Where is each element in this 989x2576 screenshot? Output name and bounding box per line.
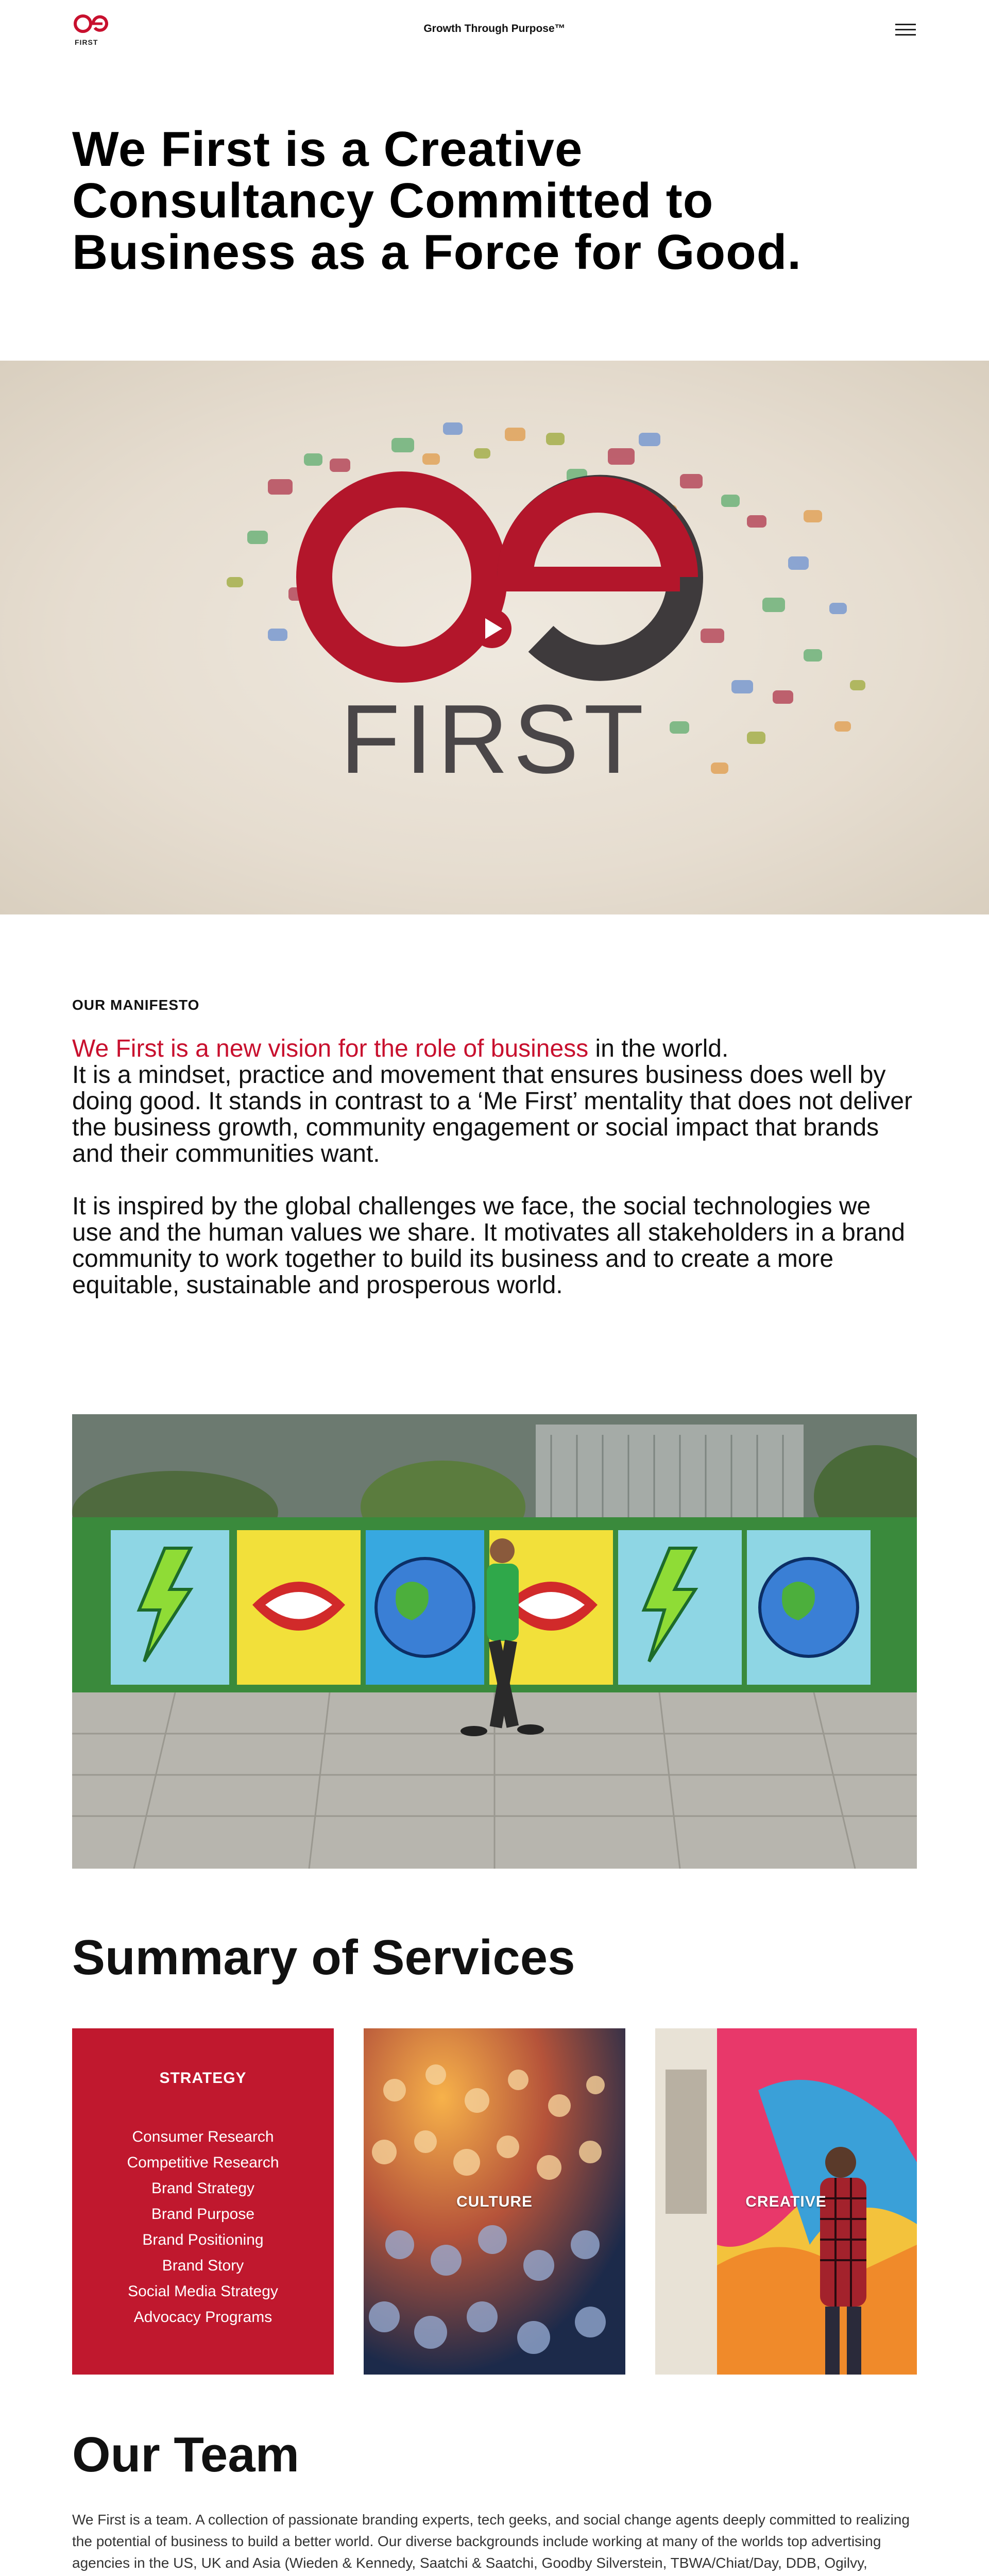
- manifesto-body: [72, 1036, 917, 1325]
- strategy-item: Brand Strategy: [151, 2180, 255, 2197]
- strategy-item: Advocacy Programs: [133, 2309, 272, 2326]
- team-body: [72, 2509, 917, 2576]
- manifesto-p1-rest: in the world.: [588, 1035, 729, 1062]
- creative-label: CREATIVE: [745, 2193, 827, 2210]
- strategy-title: STRATEGY: [159, 2070, 247, 2087]
- services-title: Summary of Services: [72, 1930, 575, 1985]
- strategy-item: Brand Story: [162, 2257, 244, 2274]
- site-tagline: Growth Through Purpose™: [423, 23, 566, 35]
- mural-photo: [72, 1414, 917, 1869]
- strategy-item: Brand Positioning: [142, 2231, 264, 2248]
- strategy-card[interactable]: [72, 2028, 334, 2375]
- creative-card[interactable]: [655, 2028, 917, 2375]
- manifesto-highlight: We First is a new vision for the role of business: [72, 1035, 589, 1062]
- manifesto-paragraph-2: It is inspired by the global challenges we face, the social technologies we use and the human values we share. It motivates all stakeholders in a brand community to work together to build its business and to create a more equitable, sustainable and prosperous world.: [72, 1193, 905, 1299]
- mural-illustration: [72, 1414, 917, 1869]
- strategy-item: Consumer Research: [132, 2128, 274, 2145]
- strategy-item: Competitive Research: [127, 2154, 279, 2171]
- manifesto-label: OUR MANIFESTO: [72, 997, 200, 1013]
- hero-banner-image: [0, 361, 989, 914]
- banner-logo-text: FIRST: [340, 685, 649, 794]
- manifesto-paragraph-1: [72, 1036, 917, 1167]
- strategy-item: Brand Purpose: [151, 2206, 255, 2223]
- culture-label: CULTURE: [456, 2193, 533, 2210]
- logo-wordmark: FIRST: [75, 38, 98, 46]
- hero-title: We First is a Creative Consultancy Committed to Business as a Force for Good.: [72, 122, 802, 280]
- manifesto-p1-line2: It is a mindset, practice and movement that ensures business does well by doing good. It stands in contrast to a ‘Me First’ mentality that does not deliver the business growth, community engagement or social impact that brands and their communities want.: [72, 1061, 913, 1167]
- team-paragraph-1: We First is a team. A collection of passionate branding experts, tech geeks, and social change agents deeply committed to realizing the potential of business to build a better world. Our diverse backgrounds include working at many of the worlds top advertising agencies in the US, UK and Asia (Wieden & Kennedy, Saatchi & Saatchi, Goodby Silverstein, TBWA/Chiat/Day, DDB, Ogilvy,: [72, 2512, 910, 2571]
- strategy-item: Social Media Strategy: [128, 2283, 278, 2300]
- site-header: [0, 0, 989, 57]
- team-title: Our Team: [72, 2427, 299, 2482]
- strategy-list: [72, 2124, 334, 2330]
- speech-bubble-map-illustration: [0, 361, 989, 914]
- menu-icon[interactable]: [895, 24, 916, 38]
- culture-card[interactable]: [364, 2028, 625, 2375]
